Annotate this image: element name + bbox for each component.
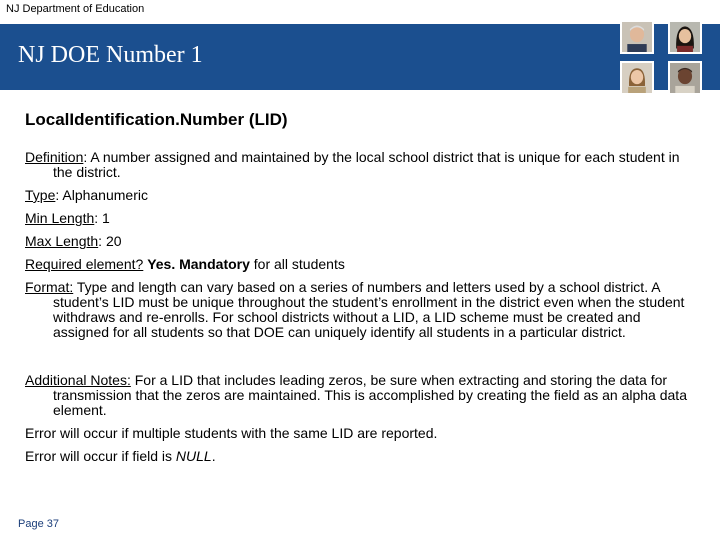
page-title: NJ DOE Number 1	[18, 42, 203, 68]
min-length-text: : 1	[94, 210, 110, 226]
error-null-paragraph	[25, 449, 695, 464]
definition-label: Definition	[25, 149, 84, 165]
type-text: : Alphanumeric	[55, 187, 148, 203]
notes-text: For a LID that includes leading zeros, be sure when extracting and storing the data for transmission that the zeros are maintained. This is accomplished by creating the field as an alpha data element.	[53, 372, 687, 418]
format-paragraph	[25, 280, 695, 340]
title-banner	[0, 24, 720, 90]
definition-paragraph	[25, 150, 695, 180]
error-null-prefix: Error will occur if field is	[25, 448, 176, 464]
format-label: Format:	[25, 279, 74, 295]
person-photo	[668, 20, 702, 54]
type-paragraph	[25, 188, 695, 203]
notes-label: Additional Notes:	[25, 372, 131, 388]
spacer	[25, 348, 695, 373]
section-heading: LocalIdentification.Number (LID)	[25, 110, 288, 129]
max-length-label: Max Length	[25, 233, 99, 249]
min-length-paragraph	[25, 211, 695, 226]
notes-paragraph	[25, 373, 695, 418]
required-value: Yes. Mandatory	[147, 256, 250, 272]
error-null-suffix: .	[211, 448, 216, 464]
required-label: Required element?	[25, 256, 144, 272]
type-label: Type	[25, 187, 56, 203]
person-photo	[668, 61, 702, 95]
page-number: Page 37	[18, 518, 59, 530]
person-photo	[620, 61, 654, 95]
definition-text: : A number assigned and maintained by the local school district that is unique for each student in the district.	[53, 149, 680, 180]
photo-collage	[620, 0, 720, 100]
required-rest: for all students	[249, 256, 345, 272]
required-paragraph	[25, 257, 695, 272]
error-duplicate-paragraph	[25, 426, 695, 441]
department-label: NJ Department of Education	[6, 3, 145, 15]
max-length-text: : 20	[98, 233, 122, 249]
lid-definition-content	[25, 110, 695, 472]
min-length-label: Min Length	[25, 210, 95, 226]
person-photo	[620, 20, 654, 54]
error-null-value: NULL	[175, 448, 212, 464]
error-duplicate-text: Error will occur if multiple students with the same LID are reported.	[25, 425, 438, 441]
max-length-paragraph	[25, 234, 695, 249]
format-text: Type and length can vary based on a series of numbers and letters used by a school district. A student’s LID must be unique throughout the student’s enrollment in the district even when the student withdraws and re-enrolls. For school districts without a LID, a LID scheme must be created and assigned for all students so that DOE can uniquely identify all students in a particular district.	[53, 279, 685, 340]
